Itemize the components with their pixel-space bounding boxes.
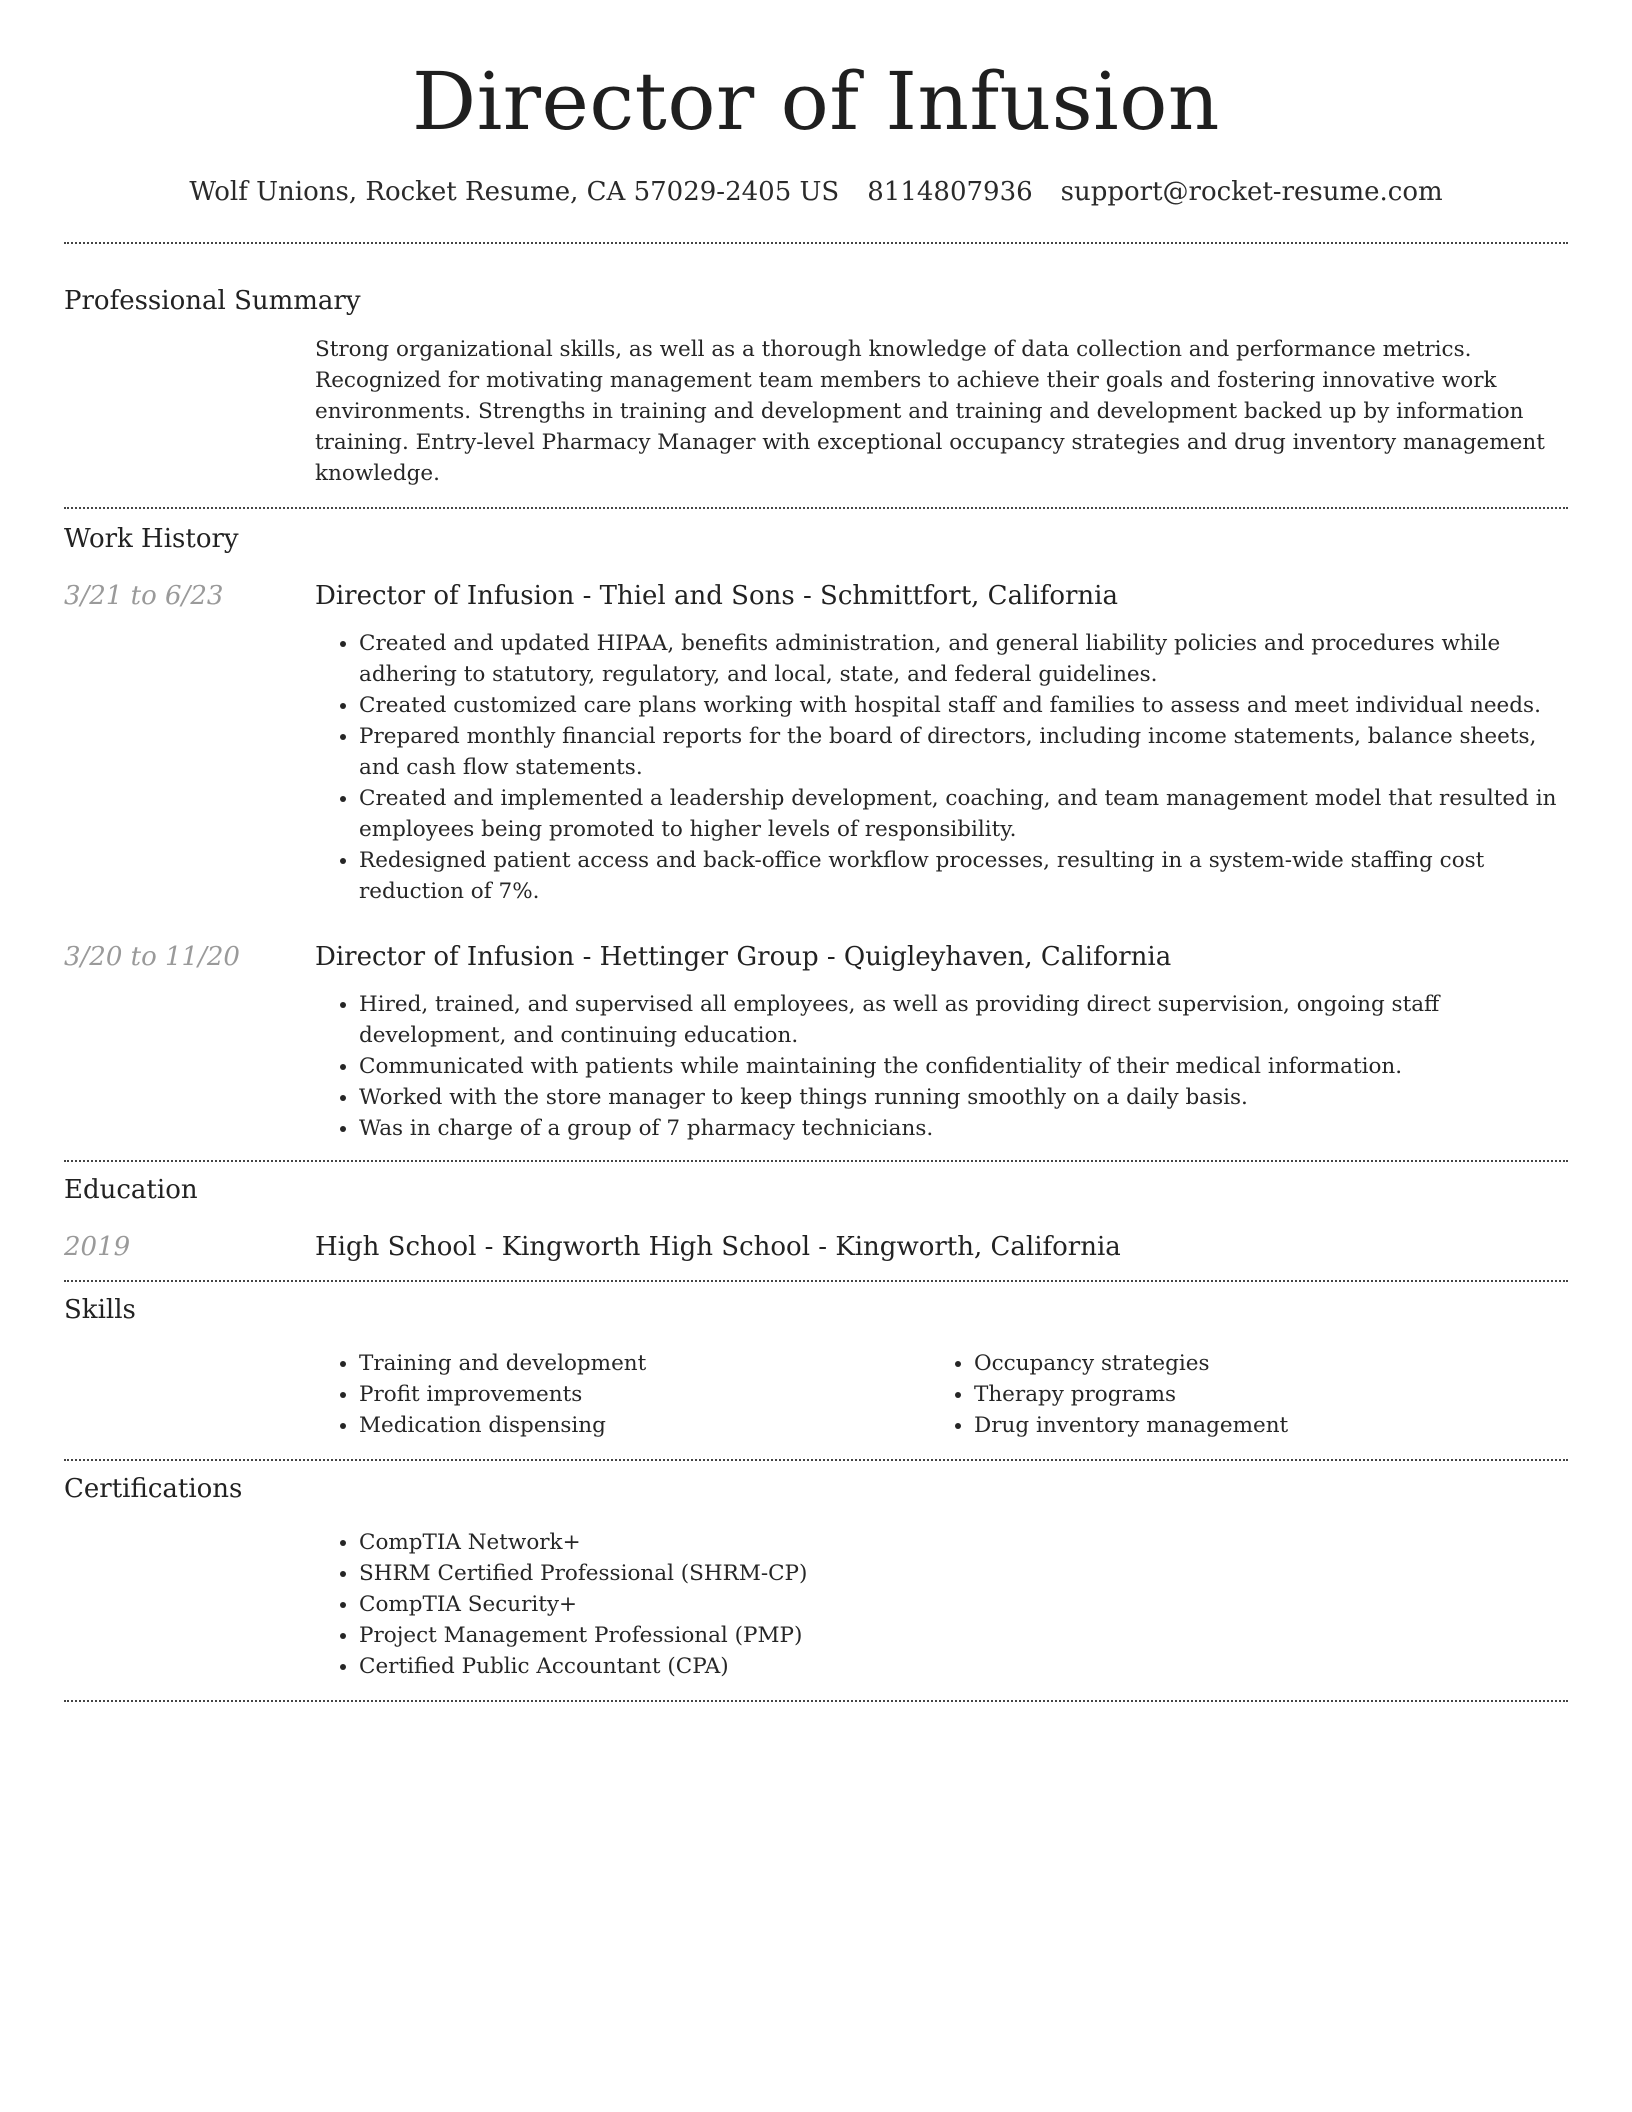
- job-entry: [64, 579, 1568, 907]
- list-item: • Created and updated HIPAA, benefits administration, and general liability policies and procedures while adhering to statutory, regulatory, and local, state, and federal guidelines.: [359, 628, 1568, 690]
- section-divider: [64, 507, 1568, 509]
- section-divider: [64, 1459, 1568, 1461]
- skills-column-2: [930, 1348, 1545, 1441]
- education-heading-text: High School - Kingworth High School - Kingworth, California: [315, 1232, 1121, 1262]
- certification-item: • CompTIA Network+: [359, 1527, 1568, 1558]
- job-bullets: [315, 989, 1568, 1144]
- job-dates: 3/21 to 6/23: [64, 581, 224, 611]
- list-item: • Created and implemented a leadership development, coaching, and team management model that resulted in employees being promoted to higher levels of responsibility.: [359, 783, 1568, 845]
- list-item: • Prepared monthly financial reports for the board of directors, including income statements, balance sheets, and cash flow statements.: [359, 721, 1568, 783]
- skill-item: • Training and development: [359, 1348, 930, 1379]
- skill-item: • Profit improvements: [359, 1379, 930, 1410]
- education-year: 2019: [64, 1232, 131, 1262]
- contact-phone: 8114807936: [867, 177, 1033, 207]
- job-bullets: [315, 628, 1568, 907]
- list-item: • Created customized care plans working with hospital staff and families to assess and meet individual needs.: [359, 690, 1568, 721]
- work-history-heading: Work History: [64, 524, 239, 554]
- skill-item: • Therapy programs: [974, 1379, 1545, 1410]
- skills-grid: [315, 1348, 1568, 1441]
- skill-item: • Medication dispensing: [359, 1410, 930, 1441]
- skills-heading: Skills: [64, 1295, 136, 1325]
- skill-item: • Drug inventory management: [974, 1410, 1545, 1441]
- resume-header: [64, 0, 1568, 208]
- contact-line: [64, 176, 1568, 208]
- list-item: • Worked with the store manager to keep things running smoothly on a daily basis.: [359, 1082, 1568, 1113]
- summary-text: Strong organizational skills, as well as a thorough knowledge of data collection and performance metrics. Recognized for motivating management team members to achieve their goals and fostering innovative work environments. Strengths in training and development and training and development backed up by information training. Entry-level Pharmacy Manager with exceptional occupancy strategies and drug inventory management knowledge.: [315, 337, 1545, 486]
- job-dates: 3/20 to 11/20: [64, 942, 240, 972]
- certifications-heading: Certifications: [64, 1474, 243, 1504]
- certifications-section: [64, 1473, 1568, 1682]
- education-section: [64, 1174, 1568, 1264]
- education-heading: Education: [64, 1175, 198, 1205]
- skills-column-1: [315, 1348, 930, 1441]
- list-item: • Redesigned patient access and back-office workflow processes, resulting in a system-wide staffing cost reduction of 7%.: [359, 845, 1568, 907]
- summary-heading: Professional Summary: [64, 286, 361, 316]
- section-divider: [64, 1280, 1568, 1282]
- candidate-name: Director of Infusion: [412, 55, 1220, 148]
- list-item: • Communicated with patients while maintaining the confidentiality of their medical information.: [359, 1051, 1568, 1082]
- certifications-list: [315, 1527, 1568, 1682]
- certification-item: • Project Management Professional (PMP): [359, 1620, 1568, 1651]
- work-history-section: [64, 523, 1568, 1144]
- job-entry: [64, 940, 1568, 1144]
- section-divider: [64, 1160, 1568, 1162]
- contact-email: support@rocket-resume.com: [1060, 177, 1443, 207]
- contact-address: Wolf Unions, Rocket Resume, CA 57029-2405 US: [189, 177, 840, 207]
- summary-section: [64, 285, 1568, 489]
- education-entry: [64, 1230, 1568, 1264]
- certification-item: • SHRM Certified Professional (SHRM-CP): [359, 1558, 1568, 1589]
- certification-item: • CompTIA Security+: [359, 1589, 1568, 1620]
- section-divider: [64, 242, 1568, 244]
- skills-section: [64, 1294, 1568, 1441]
- section-divider: [64, 1700, 1568, 1702]
- list-item: • Was in charge of a group of 7 pharmacy technicians.: [359, 1113, 1568, 1144]
- skill-item: • Occupancy strategies: [974, 1348, 1545, 1379]
- certification-item: • Certified Public Accountant (CPA): [359, 1651, 1568, 1682]
- job-heading: Director of Infusion - Hettinger Group - Quigleyhaven, California: [315, 942, 1172, 972]
- resume-page: [64, 0, 1568, 1702]
- job-heading: Director of Infusion - Thiel and Sons - Schmittfort, California: [315, 581, 1118, 611]
- list-item: • Hired, trained, and supervised all employees, as well as providing direct supervision, ongoing staff development, and continuing education.: [359, 989, 1568, 1051]
